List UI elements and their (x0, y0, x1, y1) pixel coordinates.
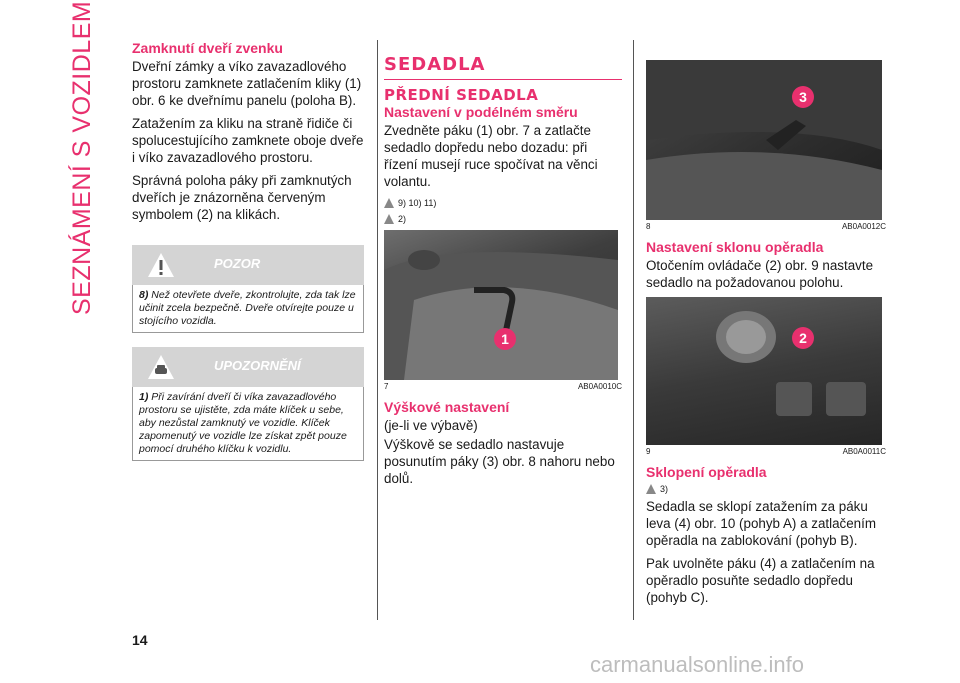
warning-box-pozor (132, 245, 364, 333)
caution-ref-icon (646, 484, 656, 494)
figure-9 (646, 297, 882, 445)
callout-1: 1 (494, 328, 516, 350)
warning-text: Při zavírání dveří či víka zavazadlového prostoru se ujistěte, zda máte klíček u sebe, aby nezůstal zamknutý ve vozidle. Klíček zapomenutý ve vozidle lze získat zpět pouze pomocí druhého klíčku k vozidlu. (139, 391, 347, 455)
paragraph: Zatažením za kliku na straně řidiče či spolucestujícího zamknete oboje dveře i víko zavazadlového prostoru. (132, 116, 364, 165)
heading-height: Výškové nastavení (384, 399, 510, 415)
column-divider (377, 40, 378, 620)
paragraph: (je-li ve výbavě) (384, 418, 478, 433)
seat-lever-photo (384, 230, 618, 380)
paragraph: Správná poloha páky při zamknutých dveřích je znázorněna červeným symbolem (2) na klikách. (132, 173, 352, 222)
warning-header (132, 347, 364, 387)
paragraph: Pak uvolněte páku (4) a zatlačením na opěradlo posuňte sedadlo dopředu (pohyb C). (646, 556, 875, 605)
figure-number: 8 (646, 222, 651, 231)
figure-caption (384, 382, 622, 391)
figure-7 (384, 230, 618, 380)
section-rule (384, 79, 622, 80)
subsection-title: PŘEDNÍ SEDADLA (384, 86, 539, 104)
warning-text: Než otevřete dveře, zkontrolujte, zda tak lze učinit zcela bezpečně. Dveře otvírejte pouze u stojícího vozidla. (139, 289, 356, 327)
paragraph: Výškově se sedadlo nastavuje posunutím páky (3) obr. 8 nahoru nebo dolů. (384, 437, 615, 486)
figure-caption (646, 222, 886, 231)
figure-code: AB0A0012C (841, 222, 886, 231)
column-2 (384, 40, 622, 493)
ref-numbers: 9) 10) 11) (398, 198, 437, 208)
paragraph: Zvedněte páku (1) obr. 7 a zatlačte sedadlo dopředu nebo dozadu: při řízení musejí ruce spočívat na věnci volantu. (384, 123, 598, 189)
warning-box-upozorneni (132, 347, 364, 461)
side-section-title: SEZNÁMENÍ S VOZIDLEM (68, 0, 96, 315)
figure-code: AB0A0011C (842, 447, 886, 456)
caution-refs (646, 482, 886, 496)
column-3 (646, 40, 886, 612)
heading-longitudinal: Nastavení v podélném směru (384, 104, 578, 120)
column-1 (132, 40, 364, 461)
paragraph: Sedadla se sklopí zatažením za páku leva (4) obr. 10 (pohyb A) a zatlačením opěradla na zablokování (pohyb B). (646, 499, 876, 548)
heading-fold: Sklopení opěradla (646, 464, 767, 480)
ref-numbers: 3) (660, 484, 669, 494)
heading-recline: Nastavení sklonu opěradla (646, 239, 824, 255)
paragraph: Dveřní zámky a víko zavazadlového prostoru zamknete zatlačením kliky (1) obr. 6 ke dveřnímu panelu (poloha B). (132, 59, 362, 108)
watermark: carmanualsonline.info (590, 652, 805, 677)
ref-numbers: 2) (398, 214, 407, 224)
warning-refs (384, 196, 622, 210)
callout-2: 2 (792, 327, 814, 349)
figure-number: 7 (384, 382, 389, 391)
warning-body (132, 285, 364, 333)
note-number: 8) (139, 289, 149, 301)
caution-ref-icon (384, 214, 394, 224)
seat-height-lever-photo (646, 60, 882, 220)
section-title: SEDADLA (384, 54, 486, 75)
paragraph: Otočením ovládače (2) obr. 9 nastavte sedadlo na požadovanou polohu. (646, 258, 874, 290)
column-divider (633, 40, 634, 620)
recline-knob-photo (646, 297, 882, 445)
warning-triangle-icon (146, 251, 176, 279)
warning-body (132, 387, 364, 461)
heading-lock-outside: Zamknutí dveří zvenku (132, 40, 283, 56)
note-number: 1) (139, 391, 149, 403)
warning-title: POZOR (214, 256, 261, 271)
caution-refs (384, 212, 622, 226)
figure-caption (646, 447, 886, 456)
figure-8 (646, 60, 882, 220)
figure-code: AB0A0010C (577, 382, 622, 391)
car-caution-icon (146, 353, 176, 381)
warning-ref-icon (384, 198, 394, 208)
warning-title: UPOZORNĚNÍ (214, 358, 301, 373)
warning-header (132, 245, 364, 285)
figure-number: 9 (646, 447, 651, 456)
page-number: 14 (132, 632, 148, 648)
callout-3: 3 (792, 86, 814, 108)
